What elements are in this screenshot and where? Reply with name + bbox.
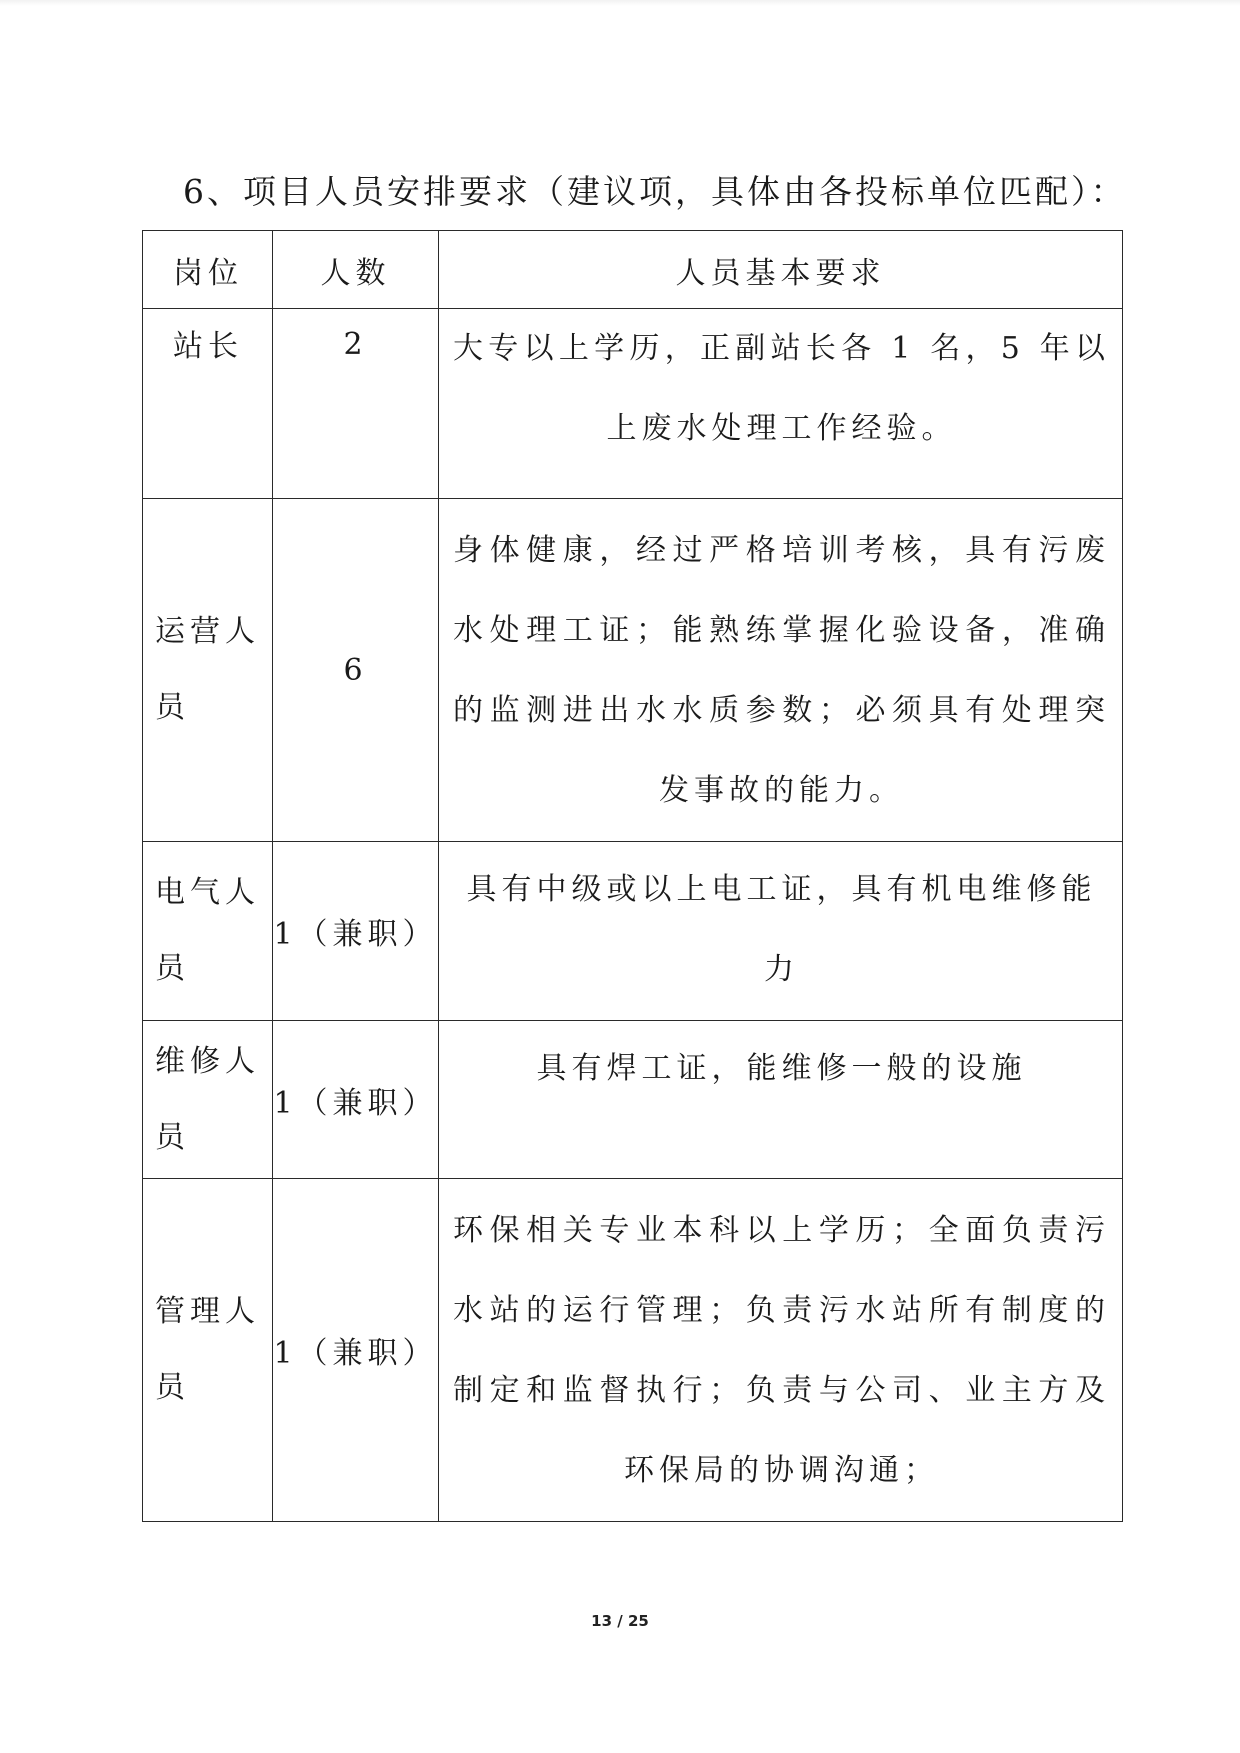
requirement-cell: 环保相关专业本科以上学历；全面负责污水站的运行管理；负责污水站所有制度的制定和监督执行；负责与公司、业主方及环保局的协调沟通； [439,1179,1123,1522]
header-role: 岗位 [143,231,273,309]
table-header-row [143,231,1123,309]
count-cell: 1（兼职） [273,842,439,1021]
count-cell: 2 [273,309,439,499]
role-cell: 运营人员 [143,499,273,842]
requirement-cell: 具有焊工证，能维修一般的设施 [439,1021,1123,1179]
requirement-cell: 身体健康，经过严格培训考核，具有污废水处理工证；能熟练掌握化验设备，准确的监测进出水水质参数；必须具有处理突发事故的能力。 [439,499,1123,842]
table-row [143,842,1123,1021]
role-cell: 站长 [143,309,273,499]
page-top-edge [0,0,1240,6]
header-requirement: 人员基本要求 [439,231,1123,309]
staffing-table [142,230,1123,1522]
role-cell: 管理人员 [143,1179,273,1522]
table-row [143,309,1123,499]
table-row [143,499,1123,842]
table-row [143,1179,1123,1522]
role-cell: 电气人员 [143,842,273,1021]
count-cell: 1（兼职） [273,1021,439,1179]
count-cell: 1（兼职） [273,1179,439,1522]
count-cell: 6 [273,499,439,842]
table-row [143,1021,1123,1179]
role-cell: 维修人员 [143,1021,273,1179]
page-number: 13 / 25 [591,1612,649,1630]
section-heading: 6、项目人员安排要求（建议项，具体由各投标单位匹配）： [183,172,1127,211]
header-count: 人数 [273,231,439,309]
requirement-cell: 具有中级或以上电工证，具有机电维修能力 [439,842,1123,1021]
requirement-cell: 大专以上学历，正副站长各 1 名，5 年以上废水处理工作经验。 [439,309,1123,499]
